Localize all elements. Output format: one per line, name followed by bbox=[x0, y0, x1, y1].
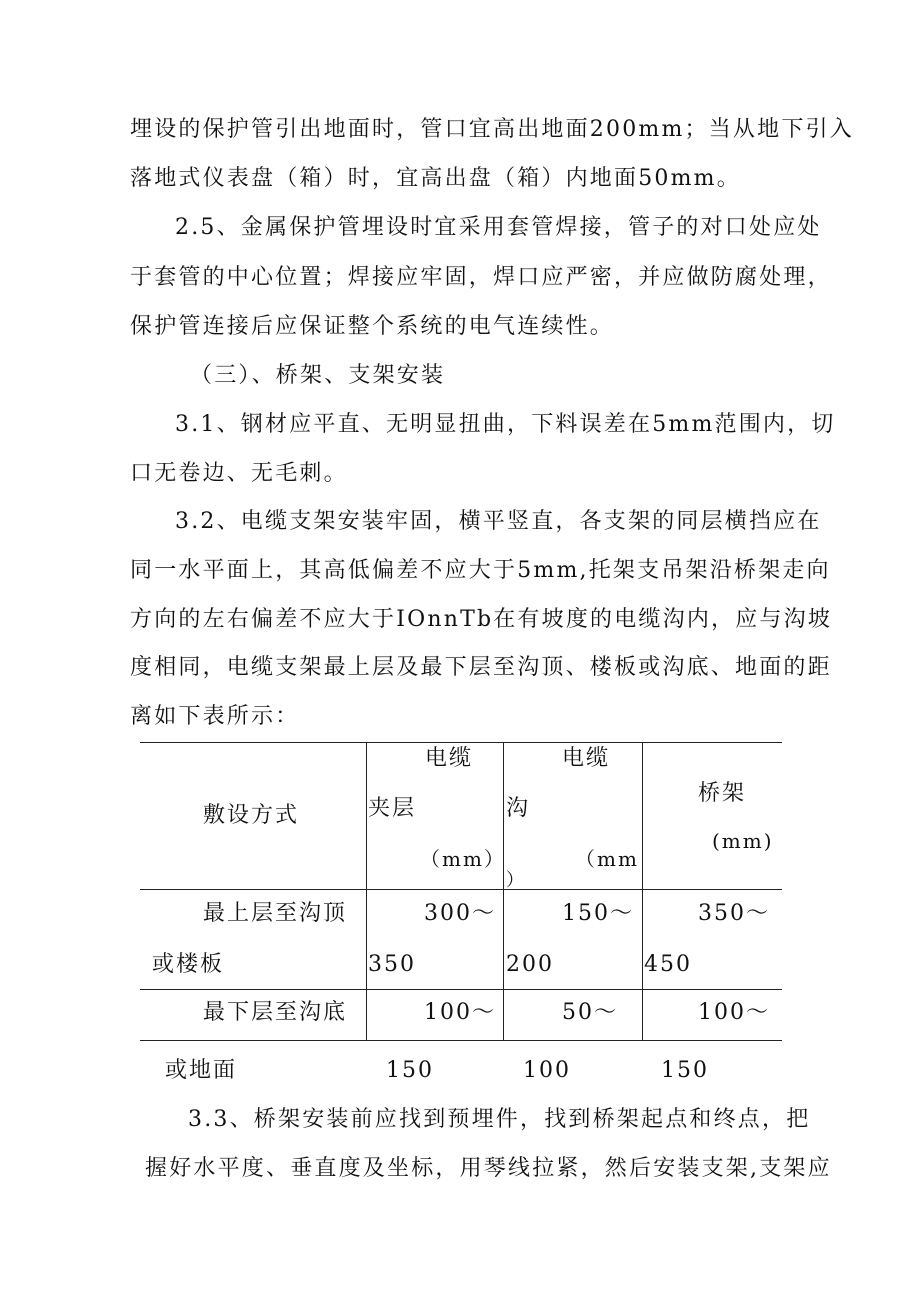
table-cell: 450 bbox=[644, 952, 692, 977]
table-cell: 150～ bbox=[562, 901, 634, 926]
table-cell: 100～ bbox=[698, 1000, 770, 1025]
table-row-label: 或楼板 bbox=[152, 952, 225, 977]
table-cell: 350～ bbox=[698, 901, 770, 926]
table-rule bbox=[140, 989, 782, 990]
table-header-cell: (mm) bbox=[712, 829, 774, 853]
text-line: 3.2、电缆支架安装牢固，横平竖直，各支架的同层横挡应在 bbox=[175, 509, 822, 534]
table-cell: 300～ bbox=[424, 901, 496, 926]
text-line: 度相同，电缆支架最上层及最下层至沟顶、楼板或沟底、地面的距 bbox=[130, 655, 832, 680]
table-cell: 100～ bbox=[424, 1000, 496, 1025]
table-col-rule bbox=[503, 742, 504, 1040]
table-rule-top bbox=[140, 742, 782, 743]
table-cell: 200 bbox=[506, 952, 554, 977]
text-line: 同一水平面上，其高低偏差不应大于5mm,托架支吊架沿桥架走向 bbox=[130, 558, 831, 583]
text-line: 离如下表所示： bbox=[130, 704, 300, 729]
table-header-cell: 电缆 bbox=[562, 746, 611, 771]
table-cell: 50～ bbox=[562, 1000, 618, 1025]
table-row-label: 或地面 bbox=[165, 1058, 238, 1083]
table-header-cell: 夹层 bbox=[368, 796, 417, 821]
text-line: 2.5、金属保护管埋设时宜采用套管焊接，管子的对口处应处 bbox=[175, 215, 822, 240]
table-header-cell: ） bbox=[506, 870, 526, 891]
table-row-label: 最下层至沟底 bbox=[203, 1000, 348, 1025]
text-line: 3.3、桥架安装前应找到预埋件，找到桥架起点和终点，把 bbox=[188, 1107, 811, 1132]
table-cell: 150 bbox=[386, 1058, 434, 1083]
table-rule bbox=[140, 889, 782, 890]
text-line: 3.1、钢材应平直、无明显扭曲，下料误差在5mm范围内，切 bbox=[175, 412, 836, 437]
text-line: 埋设的保护管引出地面时，管口宜高出地面200mm；当从地下引入 bbox=[130, 117, 854, 142]
table-header-cell: （mm bbox=[575, 847, 639, 871]
table-header-cell: 沟 bbox=[506, 796, 531, 821]
table-cell: 100 bbox=[523, 1058, 571, 1083]
table-cell: 150 bbox=[661, 1058, 709, 1083]
text-line: 落地式仪表盘（箱）时，宜高出盘（箱）内地面50mm。 bbox=[130, 166, 741, 191]
text-line: 保护管连接后应保证整个系统的电气连续性。 bbox=[130, 314, 615, 339]
table-header-cell: （mm） bbox=[420, 847, 506, 871]
table-header-cell: 桥架 bbox=[698, 781, 747, 806]
table-col-rule bbox=[642, 742, 643, 1040]
text-line: 口无卷边、无毛刺。 bbox=[130, 461, 348, 486]
table-col-rule bbox=[366, 742, 367, 1040]
table-row-label: 最上层至沟顶 bbox=[203, 901, 348, 926]
text-line: 方向的左右偏差不应大于IOnnTb在有坡度的电缆沟内，应与沟坡 bbox=[130, 607, 833, 632]
table-header-cell: 电缆 bbox=[425, 746, 474, 771]
section-heading: （三）、桥架、支架安装 bbox=[190, 363, 446, 388]
table-header-method: 敷设方式 bbox=[203, 803, 300, 828]
text-line: 于套管的中心位置；焊接应牢固，焊口应严密，并应做防腐处理， bbox=[130, 265, 832, 290]
text-line: 握好水平度、垂直度及坐标，用琴线拉紧，然后安装支架,支架应 bbox=[145, 1156, 832, 1181]
table-cell: 350 bbox=[368, 952, 416, 977]
table-rule-bottom bbox=[140, 1040, 782, 1041]
